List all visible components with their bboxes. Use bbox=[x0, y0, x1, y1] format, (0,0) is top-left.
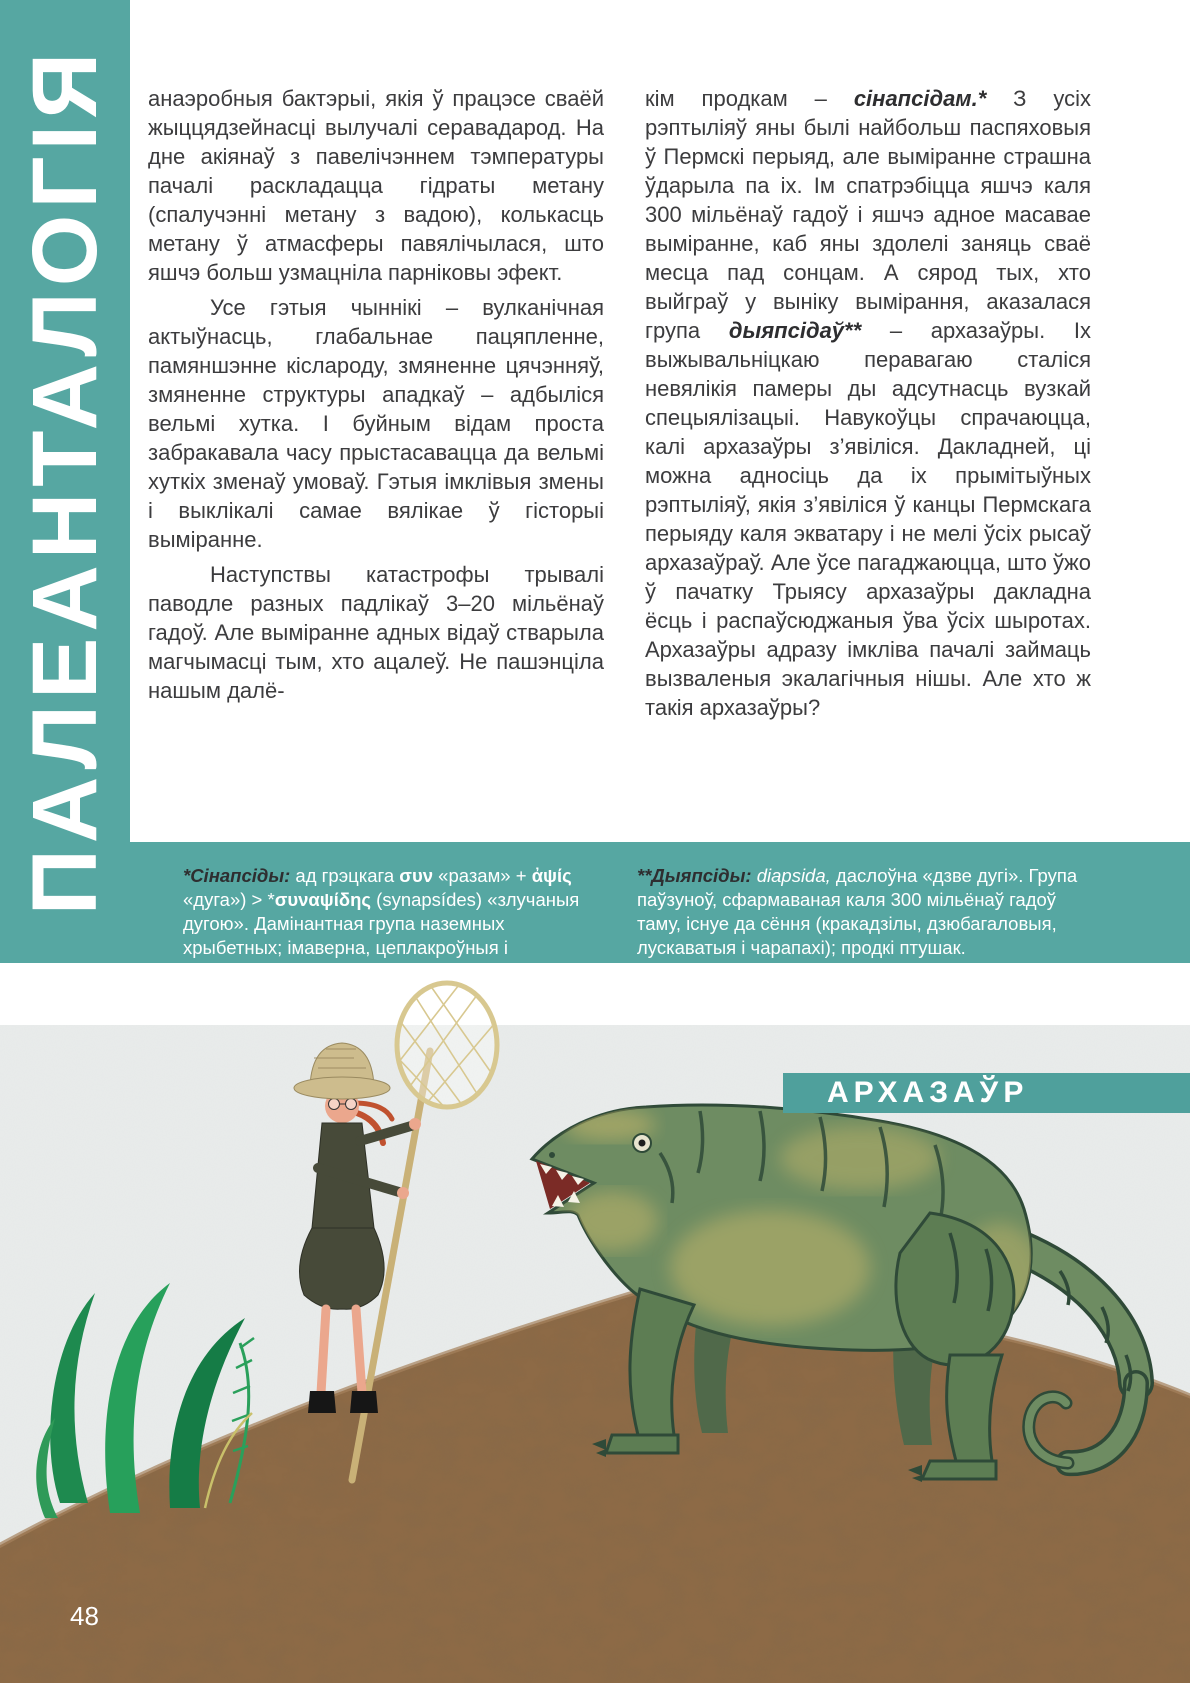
article-right-column bbox=[645, 84, 1091, 728]
page-number: 48 bbox=[70, 1601, 99, 1631]
boot bbox=[308, 1391, 336, 1413]
paragraph: Наступствы катастрофы трывалі паводле разных падлікаў 3–20 мільёнаў гадоў. Але выміранне адных відаў стварыла магчымасці тым, хто ацалеў. Не пашэнціла нашым далё- bbox=[148, 562, 604, 703]
section-title-paleontology: ПАЛЕАНТАЛОГІЯ bbox=[13, 46, 116, 916]
article-left-column bbox=[148, 84, 604, 711]
paragraph: Усе гэтыя чыннікі – вулканічная актыўнасць, глабальнае пацяпленне, памяншэнне кіслароду, змяненне цячэнняў, змяненне структуры ападкаў – адбыліся вельмі хутка. І буйным відам проста забракавала часу прыстасавацца да вельмі хуткіх зменаў умоваў. Гэтыя імклівыя змены і выклікалі самае вялікае ў гісторыі выміранне. bbox=[148, 295, 604, 552]
footnote-band bbox=[130, 842, 1190, 982]
archosaur-pupil bbox=[639, 1140, 646, 1147]
hand bbox=[409, 1118, 421, 1130]
footnote-synapsids: *Сінапсіды: ад грэцкага συν «разам» + ἀψίς «дуга») > *συναψίδης (synapsídes) «злучаныя дугою». Дамінантная група наземных хрыбетных; імаверна, цеплакроўныя і драпежнікі; продкі сысуноў. bbox=[183, 865, 580, 982]
archosaur-label: АРХАЗАЎР bbox=[783, 1073, 1190, 1113]
hand bbox=[397, 1187, 409, 1199]
illustration-art bbox=[0, 963, 1190, 1683]
boot bbox=[350, 1391, 378, 1413]
footnote-diapsids: **Дыяпсіды: diapsida, даслоўна «дзве дугі». Група паўзуноў, сфармаваная каля 300 мільёнаў гадоў таму, існуе да сёння (кракадзілы, дзюбагаловыя, лускаватыя і чарапахі); продкі птушак. bbox=[637, 865, 1078, 958]
sidebar bbox=[0, 0, 130, 963]
breeches bbox=[300, 1228, 385, 1309]
paragraph: кім продкам – сінапсідам.* З усіх рэптыліяў яны былі найбольш паспяховыя ў Пермскі перыяд, але выміранне страшна ўдарыла па іх. Ім спатрэбіцца яшчэ каля 300 мільёнаў гадоў і яшчэ адное масавае выміранне, каб яны здолелі заняць сваё месца пад сонцам. А сярод тых, хто выйграў у выніку вымірання, аказалася група дыяпсідаў** – архазаўры. Іх выжывальніцкаю перавагаю сталіся невялікія памеры ды адсутнасць вузкай спецыялізацыі. Навукоўцы спрачаюцца, калі архазаўры з’явіліся. Дакладней, ці можна адносіць да іх прымітыўных рэптыліяў, якія з’явіліся ў канцы Пермскага перыяду каля экватару і не мелі ўсіх рысаў архазаўраў. Але ўсе пагаджаюцца, што ўжо ў пачатку Трыясу архазаўры дакладна ёсць і распаўсюджаныя ўва ўсіх шыротах. Архазаўры адразу імкліва пачалі займаць вызваленыя экалагічныя нішы. Але хто ж такія архазаўры? bbox=[645, 86, 1092, 720]
illustration bbox=[0, 963, 1190, 1683]
paragraph: анаэробныя бактэрыі, якія ў працэсе сваёй жыццядзейнасці вылучалі серавадарод. На дне акіянаў з павелічэннем тэмпературы пачалі раскладацца гідраты метану (спалучэнні метану з вадою), колькасць метану ў атмасферы павялічылася, што яшчэ больш узмацніла парніковы эфект. bbox=[148, 86, 604, 285]
archosaur-nostril bbox=[549, 1152, 555, 1158]
